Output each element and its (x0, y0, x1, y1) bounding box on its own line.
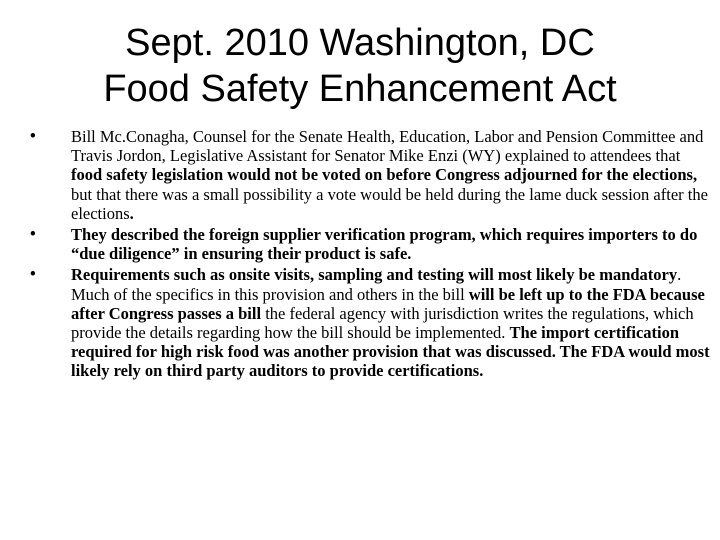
bullet-1-text: Bill Mc.Conagha, Counsel for the Senate Health, Education, Labor and Pension Committee and Travis Jordon, Legislative Assistant for Senator Mike Enzi (WY) explained to attendees that (71, 127, 704, 166)
bullet-3-bold-text: Requirements such as onsite visits, sampling and testing will most likely be mandatory (71, 265, 678, 285)
bullet-item-requirements (30, 265, 712, 380)
bullet-icon: • (30, 127, 36, 145)
bullet-1-bold-text: food safety legislation would not be voted on before Congress adjourned for the elections, (71, 165, 698, 185)
title-line-2: Food Safety Enhancement Act (103, 68, 617, 110)
bullet-item-supplier-verification (30, 225, 712, 263)
title-line-1: Sept. 2010 Washington, DC (125, 22, 595, 64)
bullet-icon: • (30, 225, 36, 244)
bullet-1-text-cont: but that there was a small possibility a vote would be held during the lame duck session after the elections (71, 184, 708, 223)
bullet-icon: • (30, 265, 36, 284)
bullet-2-bold-text: They described the foreign supplier verification program, which requires importers to do “due diligence” in ensuring their product is safe. (71, 225, 698, 264)
bullet-3-bold-text-3: The import certification required for high risk food was another provision that was discussed. The FDA would most likely rely on third party auditors to provide certifications. (71, 323, 710, 381)
slide-title (0, 20, 720, 112)
bullet-item-legislation-timing (30, 127, 712, 223)
bullet-3-bold-text-2: will be left up to the FDA because after Congress passes a bill (71, 284, 705, 323)
bullet-1-period: . (129, 203, 134, 223)
bullet-list (30, 127, 712, 383)
bullet-3-text-cont: the federal agency with jurisdiction writes the regulations, which provide the details regarding how the bill should be implemented. (71, 303, 694, 343)
bullet-3-text: . Much of the specifics in this provision and others in the bill (71, 265, 682, 304)
